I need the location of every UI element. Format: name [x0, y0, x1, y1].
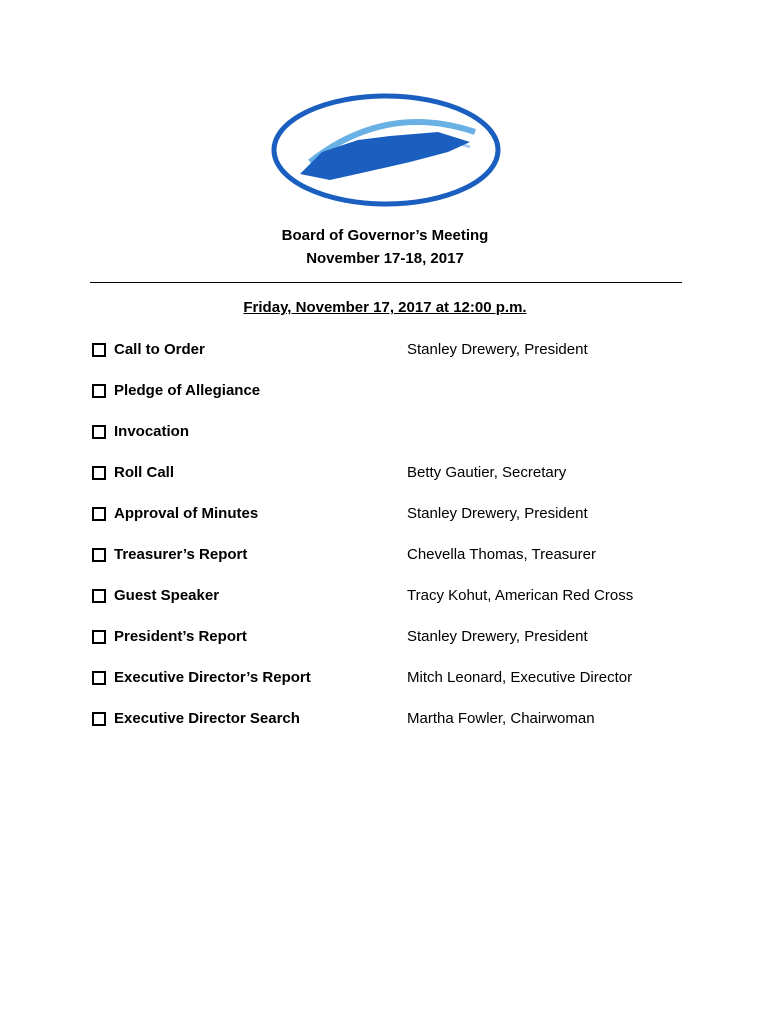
- agenda-item-presenter: Martha Fowler, Chairwoman: [407, 710, 595, 727]
- agenda-item-pledge: [92, 381, 692, 422]
- agenda-item-presenter: Stanley Drewery, President: [407, 628, 588, 645]
- agenda-item-approval-of-minutes: [92, 504, 692, 545]
- agenda-item-presenter: Chevella Thomas, Treasurer: [407, 546, 596, 563]
- checkbox-icon[interactable]: [92, 343, 106, 357]
- agenda-item-label: Executive Director Search: [114, 710, 300, 727]
- day-title-text: Friday, November 17, 2017 at 12:00 p.m.: [243, 299, 527, 316]
- agenda-item-presenter: Stanley Drewery, President: [407, 505, 588, 522]
- agenda-item-label: Executive Director’s Report: [114, 669, 311, 686]
- day-title: [0, 297, 770, 319]
- checkbox-icon[interactable]: [92, 671, 106, 685]
- agenda-item-call-to-order: [92, 340, 692, 381]
- agenda-item-label: President’s Report: [114, 628, 247, 645]
- agenda-item-presenter: Tracy Kohut, American Red Cross: [407, 587, 634, 604]
- meeting-dates: November 17-18, 2017: [306, 250, 464, 267]
- agenda-item-roll-call: [92, 463, 692, 504]
- agenda-item-label: Roll Call: [114, 464, 175, 481]
- divider: [90, 282, 682, 283]
- checkbox-icon[interactable]: [92, 548, 106, 562]
- agenda-item-treasurers-report: [92, 545, 692, 586]
- checkbox-icon[interactable]: [92, 589, 106, 603]
- checkbox-icon[interactable]: [92, 712, 106, 726]
- checkbox-icon[interactable]: [92, 425, 106, 439]
- agenda-item-invocation: [92, 422, 692, 463]
- checkbox-icon[interactable]: [92, 507, 106, 521]
- agenda-item-label: Treasurer’s Report: [114, 546, 248, 563]
- agenda-item-label: Approval of Minutes: [114, 505, 259, 522]
- agenda-item-presenter: Stanley Drewery, President: [407, 341, 588, 358]
- seanc-logo-graphic: [270, 92, 502, 208]
- checkbox-icon[interactable]: [92, 630, 106, 644]
- agenda-item-label: Call to Order: [114, 341, 205, 358]
- agenda-item-presidents-report: [92, 627, 692, 668]
- agenda-item-executive-directors-report: [92, 668, 692, 709]
- agenda-list: [92, 340, 692, 750]
- agenda-item-label: Invocation: [114, 423, 190, 440]
- agenda-item-label: Guest Speaker: [114, 587, 220, 604]
- agenda-item-guest-speaker: [92, 586, 692, 627]
- checkbox-icon[interactable]: [92, 384, 106, 398]
- meeting-title: Board of Governor’s Meeting: [281, 227, 489, 244]
- agenda-item-presenter: Betty Gautier, Secretary: [407, 464, 567, 481]
- checkbox-icon[interactable]: [92, 466, 106, 480]
- agenda-item-executive-director-search: [92, 709, 692, 750]
- seanc-logo: [270, 92, 502, 208]
- agenda-item-label: Pledge of Allegiance: [114, 382, 261, 399]
- agenda-item-presenter: Mitch Leonard, Executive Director: [407, 669, 633, 686]
